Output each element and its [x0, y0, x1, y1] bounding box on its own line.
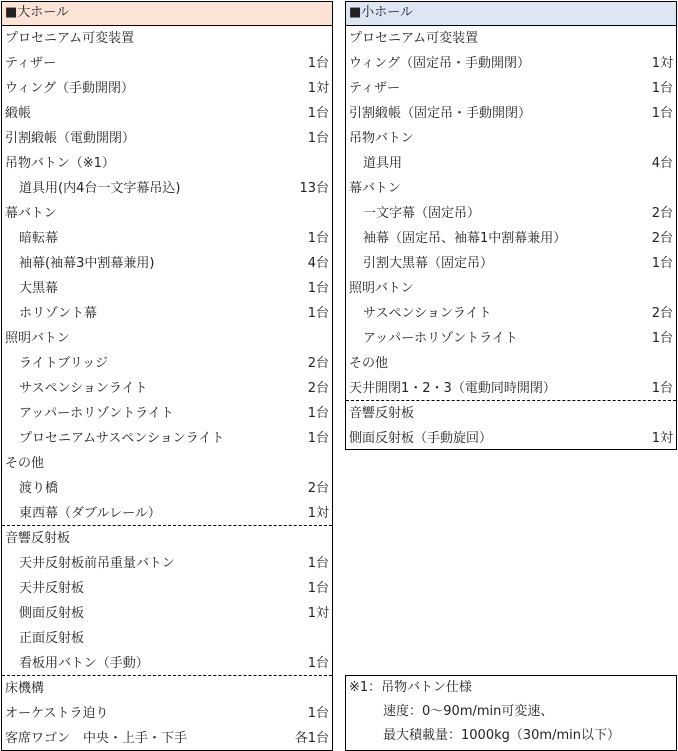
- equipment-row: [2, 176, 332, 201]
- equipment-name: 幕バトン: [5, 206, 57, 221]
- equipment-name: 引割大黒幕（固定吊）: [363, 256, 494, 271]
- equipment-name: 緞帳: [5, 106, 32, 121]
- equipment-quantity: 1台: [307, 556, 329, 571]
- equipment-quantity: 1台: [307, 306, 329, 321]
- equipment-name: 照明バトン: [349, 281, 414, 296]
- equipment-row: [2, 376, 332, 401]
- equipment-name: プロセニアムサスペンションライト: [19, 431, 225, 446]
- equipment-name: アッパーホリゾントライト: [19, 406, 174, 421]
- large-hall-title: ■大ホール: [2, 2, 332, 26]
- equipment-row: [346, 176, 676, 201]
- equipment-row: [2, 651, 332, 676]
- equipment-name: プロセニアム可変装置: [349, 31, 479, 46]
- equipment-name: ウィング（固定吊・手動開閉）: [349, 56, 530, 71]
- equipment-quantity: 2台: [307, 356, 329, 371]
- equipment-row: [2, 426, 332, 451]
- large-hall-equipment-table: [1, 1, 333, 751]
- equipment-name: 側面反射板: [19, 606, 85, 621]
- equipment-name: 側面反射板（手動旋回）: [349, 431, 493, 446]
- equipment-name: 天井反射板: [19, 581, 85, 596]
- equipment-quantity: 2台: [307, 481, 329, 496]
- equipment-row: [2, 326, 332, 351]
- equipment-quantity: 2台: [651, 206, 673, 221]
- equipment-quantity: 1台: [307, 431, 329, 446]
- equipment-row: [2, 626, 332, 651]
- equipment-row: [346, 326, 676, 351]
- equipment-row: [2, 126, 332, 151]
- equipment-row: [346, 151, 676, 176]
- equipment-name: 吊物バトン（※1）: [5, 156, 115, 171]
- equipment-row: [346, 351, 676, 376]
- note-max-load: 最大積載量：1000kg（30m/min以下）: [383, 728, 620, 743]
- equipment-quantity: 1台: [307, 231, 329, 246]
- equipment-row: [346, 26, 676, 51]
- equipment-row: [2, 476, 332, 501]
- note-title: ※1：吊物バトン仕様: [349, 680, 472, 695]
- equipment-name: 天井反射板前吊重量バトン: [19, 556, 175, 571]
- equipment-quantity: 1台: [307, 581, 329, 596]
- large-hall-rows: [2, 26, 332, 751]
- small-hall-title: ■小ホール: [346, 2, 676, 26]
- equipment-name: 床機構: [5, 681, 45, 696]
- equipment-row: [2, 726, 332, 751]
- equipment-row: [2, 676, 332, 701]
- equipment-quantity: 13台: [299, 181, 329, 196]
- equipment-name: 天井開閉1・2・3（電動同時開閉）: [349, 381, 556, 396]
- equipment-name: 暗転幕: [19, 231, 59, 246]
- equipment-row: [2, 151, 332, 176]
- equipment-quantity: 1台: [307, 281, 329, 296]
- equipment-quantity: 1対: [651, 431, 673, 446]
- equipment-row: [2, 51, 332, 76]
- equipment-name: 吊物バトン: [349, 131, 414, 146]
- equipment-name: 正面反射板: [19, 631, 85, 646]
- equipment-quantity: 1対: [307, 506, 329, 521]
- equipment-row: [2, 601, 332, 626]
- equipment-name: 道具用(内4台一文字幕吊込): [19, 181, 181, 196]
- equipment-row: [2, 201, 332, 226]
- equipment-quantity: 1台: [651, 256, 673, 271]
- equipment-name: 渡り橋: [19, 481, 59, 496]
- equipment-quantity: 1対: [307, 81, 329, 96]
- note-speed: 速度：0～90m/min可変速、: [383, 704, 554, 719]
- equipment-row: [346, 126, 676, 151]
- equipment-name: 客席ワゴン 中央・上手・下手: [5, 731, 188, 746]
- equipment-quantity: 2台: [651, 231, 673, 246]
- equipment-row: [346, 426, 676, 451]
- equipment-name: 東西幕（ダブルレール）: [19, 506, 161, 521]
- equipment-quantity: 各1台: [294, 731, 329, 746]
- equipment-row: [2, 226, 332, 251]
- equipment-quantity: 2台: [651, 306, 673, 321]
- equipment-name: サスペンションライト: [19, 381, 148, 396]
- equipment-row: [346, 301, 676, 326]
- equipment-row: [346, 401, 676, 426]
- equipment-row: [2, 526, 332, 551]
- equipment-name: 音響反射板: [349, 406, 415, 421]
- equipment-row: [2, 501, 332, 526]
- equipment-quantity: 1台: [307, 106, 329, 121]
- equipment-quantity: 4台: [307, 256, 329, 271]
- equipment-quantity: 4台: [651, 156, 673, 171]
- equipment-name: 看板用バトン（手動）: [19, 656, 149, 671]
- equipment-quantity: 1台: [651, 331, 673, 346]
- equipment-name: 引割緞帳（電動開閉）: [5, 131, 136, 146]
- equipment-row: [2, 551, 332, 576]
- equipment-quantity: 1台: [651, 106, 673, 121]
- equipment-name: その他: [5, 456, 45, 471]
- equipment-row: [2, 701, 332, 726]
- equipment-name: 幕バトン: [349, 181, 401, 196]
- equipment-name: アッパーホリゾントライト: [363, 331, 518, 346]
- equipment-row: [2, 576, 332, 601]
- equipment-quantity: 1台: [307, 706, 329, 721]
- equipment-row: [346, 51, 676, 76]
- equipment-quantity: 1台: [307, 56, 329, 71]
- equipment-row: [346, 101, 676, 126]
- equipment-row: [2, 351, 332, 376]
- equipment-quantity: 1対: [651, 56, 673, 71]
- equipment-name: 袖幕（固定吊、袖幕1中割幕兼用）: [363, 231, 567, 246]
- equipment-row: [346, 76, 676, 101]
- equipment-row: [346, 226, 676, 251]
- equipment-row: [346, 376, 676, 401]
- equipment-name: ウィング（手動開閉）: [5, 81, 134, 96]
- equipment-row: [2, 251, 332, 276]
- equipment-name: 音響反射板: [5, 531, 71, 546]
- equipment-name: 大黒幕: [19, 281, 59, 296]
- equipment-row: [2, 401, 332, 426]
- batten-spec-note: [345, 675, 677, 751]
- equipment-quantity: 1台: [651, 81, 673, 96]
- equipment-name: オーケストラ迫り: [5, 706, 109, 721]
- equipment-name: その他: [349, 356, 389, 371]
- equipment-name: 道具用: [363, 156, 403, 171]
- equipment-row: [2, 451, 332, 476]
- equipment-quantity: 2台: [307, 381, 329, 396]
- equipment-name: ティザー: [349, 81, 400, 96]
- equipment-row: [346, 276, 676, 301]
- equipment-row: [2, 76, 332, 101]
- equipment-row: [346, 201, 676, 226]
- equipment-quantity: 1台: [651, 381, 673, 396]
- equipment-row: [2, 101, 332, 126]
- equipment-quantity: 1台: [307, 406, 329, 421]
- equipment-quantity: 1台: [307, 131, 329, 146]
- equipment-name: 一文字幕（固定吊）: [363, 206, 481, 221]
- equipment-row: [2, 301, 332, 326]
- equipment-row: [2, 26, 332, 51]
- equipment-name: 引割緞帳（固定吊・手動開閉）: [349, 106, 532, 121]
- equipment-row: [346, 251, 676, 276]
- equipment-name: 袖幕(袖幕3中割幕兼用): [19, 256, 155, 271]
- equipment-name: 照明バトン: [5, 331, 70, 346]
- small-hall-equipment-table: [345, 1, 677, 450]
- equipment-name: ライトブリッジ: [19, 356, 109, 371]
- small-hall-rows: [346, 26, 676, 451]
- equipment-quantity: 1台: [307, 656, 329, 671]
- equipment-name: サスペンションライト: [363, 306, 492, 321]
- equipment-row: [2, 276, 332, 301]
- equipment-name: プロセニアム可変装置: [5, 31, 135, 46]
- equipment-name: ホリゾント幕: [19, 306, 98, 321]
- equipment-name: ティザー: [5, 56, 56, 71]
- equipment-quantity: 1対: [307, 606, 329, 621]
